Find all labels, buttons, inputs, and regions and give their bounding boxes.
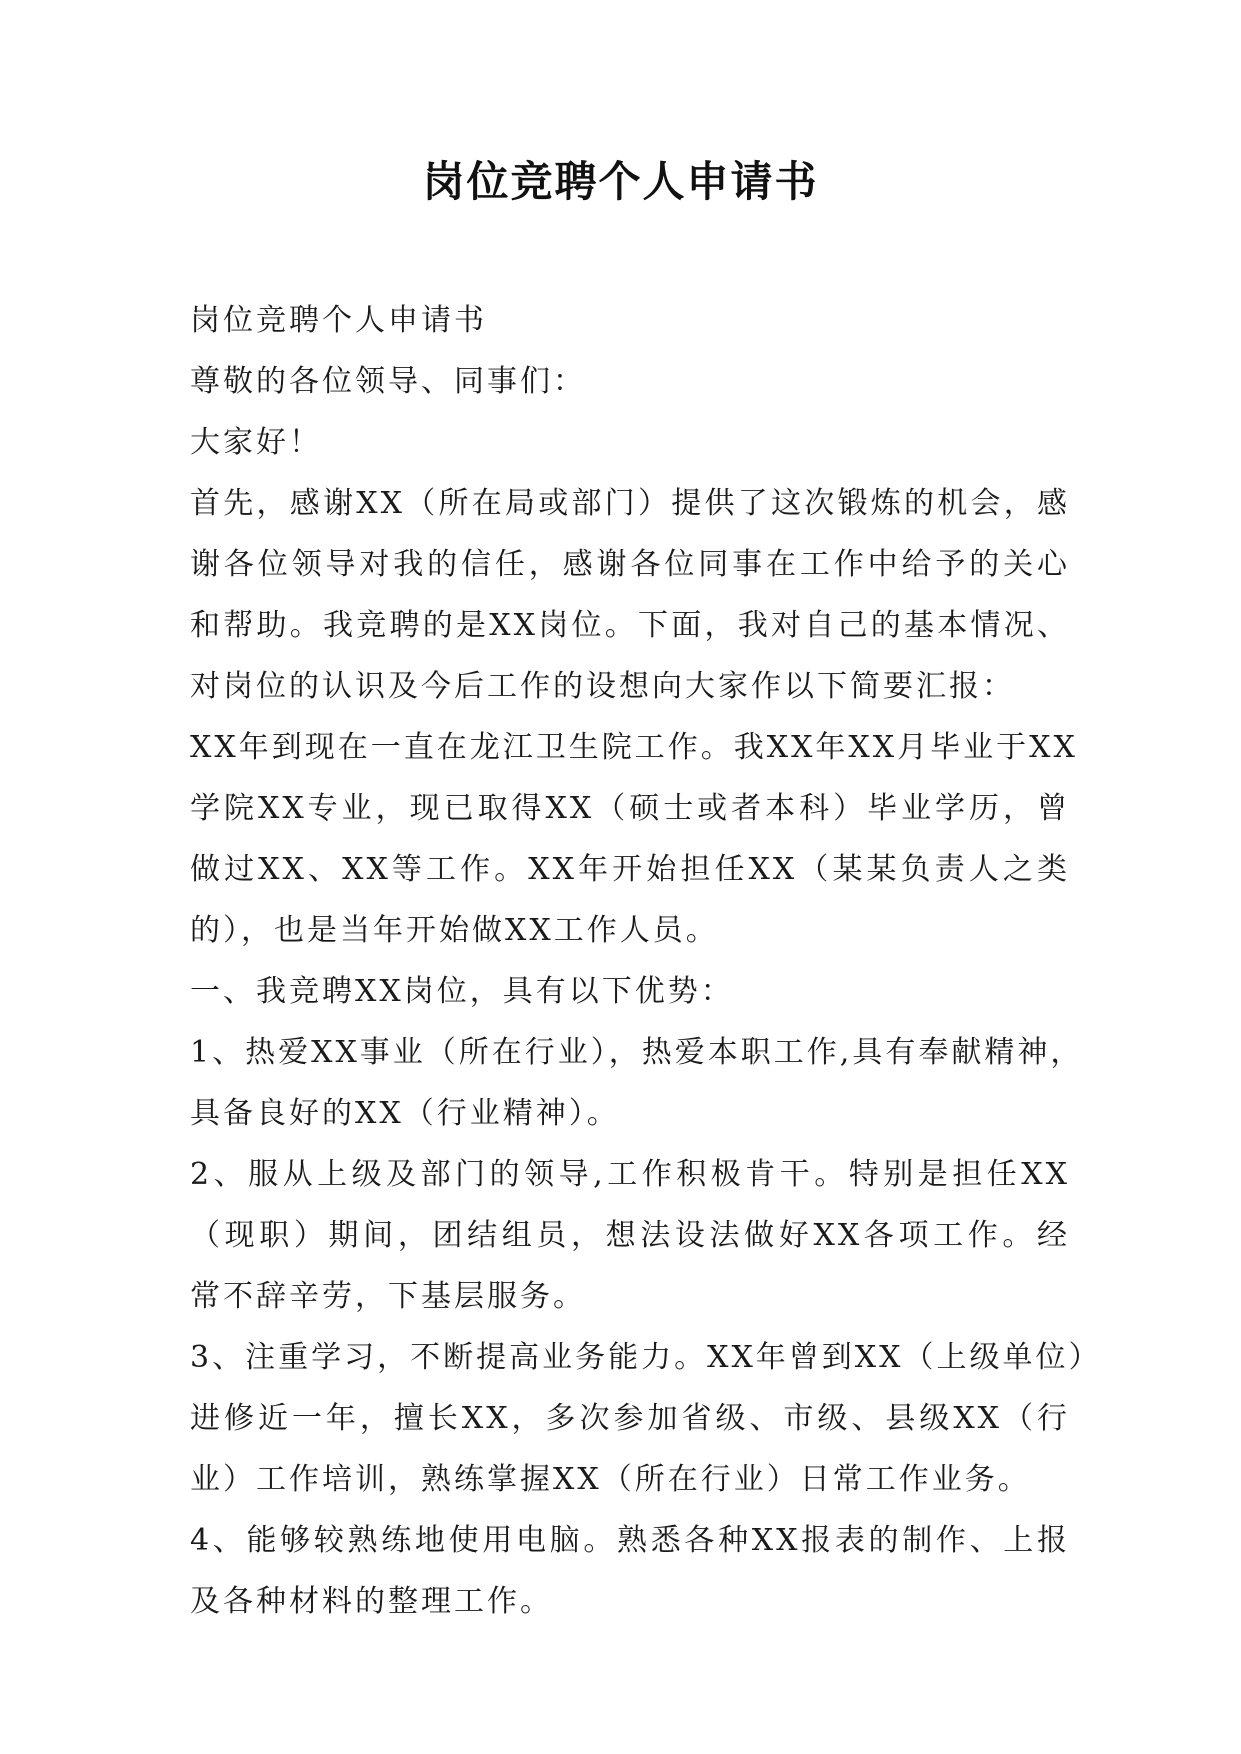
body-line: 岗位竞聘个人申请书 bbox=[190, 303, 487, 338]
body-line: 4、能够较熟练地使用电脑。熟悉各种XX报表的制作、上报 bbox=[190, 1523, 1070, 1558]
body-line: 1、热爱XX事业（所在行业），热爱本职工作,具有奉献精神， bbox=[190, 1035, 1084, 1070]
body-line: 谢各位领导对我的信任，感谢各位同事在工作中给予的关心 bbox=[190, 547, 1070, 582]
body-line: 进修近一年，擅长XX，多次参加省级、市级、县级XX（行 bbox=[190, 1401, 1070, 1436]
body-line: （现职）期间，团结组员，想法设法做好XX各项工作。经 bbox=[190, 1218, 1070, 1253]
body-line: 首先，感谢XX（所在局或部门）提供了这次锻炼的机会，感 bbox=[190, 486, 1070, 521]
body-line: 常不辞辛劳，下基层服务。 bbox=[190, 1279, 586, 1314]
document-title: 岗位竞聘个人申请书 bbox=[422, 157, 819, 206]
body-line: 具备良好的XX（行业精神）。 bbox=[190, 1096, 620, 1131]
body-line: 做过XX、XX等工作。XX年开始担任XX（某某负责人之类 bbox=[190, 852, 1070, 887]
body-line: 一、我竞聘XX岗位，具有以下优势： bbox=[190, 974, 734, 1009]
body-line: XX年到现在一直在龙江卫生院工作。我XX年XX月毕业于XX bbox=[190, 730, 1078, 765]
body-line: 学院XX专业，现已取得XX（硕士或者本科）毕业学历，曾 bbox=[190, 791, 1070, 826]
body-line: 和帮助。我竞聘的是XX岗位。下面，我对自己的基本情况、 bbox=[190, 608, 1070, 643]
body-line: 及各种材料的整理工作。 bbox=[190, 1584, 553, 1619]
body-line: 业）工作培训，熟练掌握XX（所在行业）日常工作业务。 bbox=[190, 1462, 1031, 1497]
body-line: 3、注重学习，不断提高业务能力。XX年曾到XX（上级单位） bbox=[190, 1340, 1102, 1375]
document-body bbox=[190, 290, 1102, 1632]
body-line: 2、服从上级及部门的领导,工作积极肯干。特别是担任XX bbox=[190, 1157, 1070, 1192]
body-line: 大家好！ bbox=[190, 425, 322, 460]
body-line: 对岗位的认识及今后工作的设想向大家作以下简要汇报： bbox=[190, 669, 1015, 704]
body-line: 的），也是当年开始做XX工作人员。 bbox=[190, 913, 719, 948]
body-line: 尊敬的各位领导、同事们： bbox=[190, 364, 586, 399]
